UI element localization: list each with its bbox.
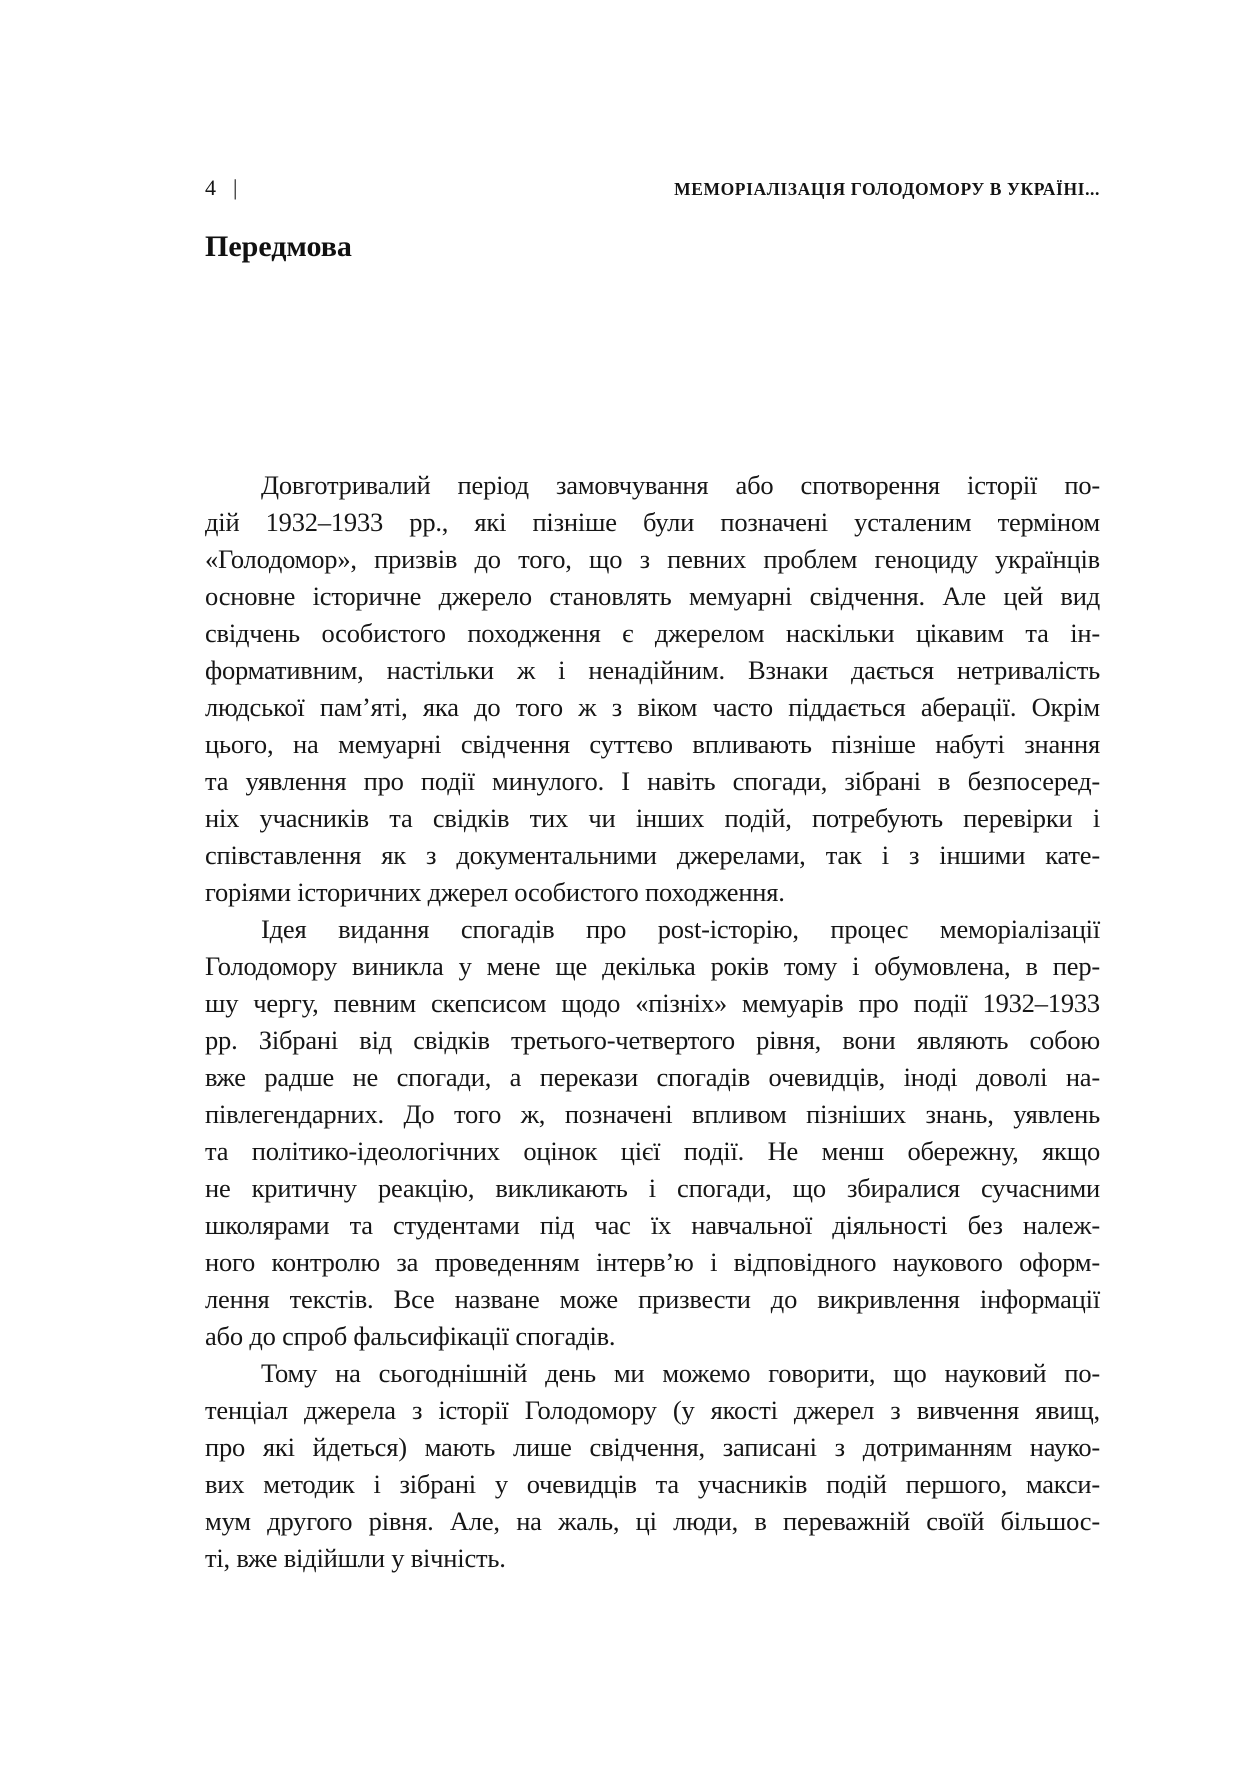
text-line: Тому на сьогоднішній день ми можемо говорити, що науковий по-	[261, 1358, 1100, 1388]
page-number-separator: |	[233, 175, 238, 200]
text-line: шу чергу, певним скепсисом щодо «пізніх» мемуарів про події 1932–1933	[205, 988, 1100, 1018]
text-line: Голодомору виникла у мене ще декілька років тому і обумовлена, в пер-	[205, 951, 1100, 981]
page-header	[205, 0, 1100, 203]
text-line: лення текстів. Все назване може призвести до викривлення інформації	[205, 1284, 1100, 1314]
text-line: ніх учасників та свідків тих чи інших подій, потребують перевірки і	[205, 803, 1100, 833]
text-line: тенціал джерела з історії Голодомору (у якості джерел з вивчення явищ,	[205, 1395, 1100, 1425]
body-text	[205, 467, 1100, 1577]
page-number-group	[205, 176, 237, 203]
text-line: «Голодомор», призвів до того, що з певних проблем геноциду українців	[205, 544, 1100, 574]
text-line: основне історичне джерело становлять мемуарні свідчення. Але цей вид	[205, 581, 1100, 611]
text-line: або до спроб фальсифікації спогадів.	[205, 1321, 616, 1351]
running-title: МЕМОРІАЛІЗАЦІЯ ГОЛОДОМОРУ В УКРАЇНІ...	[674, 179, 1100, 199]
text-line: горіями історичних джерел особистого походження.	[205, 877, 785, 907]
text-line: ті, вже відійшли у вічність.	[205, 1543, 506, 1573]
section-heading: Передмова	[205, 230, 352, 263]
paragraph-1	[205, 467, 1100, 911]
text-line: формативним, настільки ж і ненадійним. Взнаки дається нетривалість	[205, 655, 1100, 685]
text-line: мум другого рівня. Але, на жаль, ці люди, в переважній своїй більшос-	[205, 1506, 1100, 1536]
text-block	[205, 0, 1100, 1577]
page-number: 4	[205, 175, 216, 200]
text-line: цього, на мемуарні свідчення суттєво впливають пізніше набуті знання	[205, 729, 1100, 759]
text-line: ного контролю за проведенням інтерв’ю і відповідного наукового оформ-	[205, 1247, 1100, 1277]
text-line: та уявлення про події минулого. І навіть спогади, зібрані в безпосеред-	[205, 766, 1100, 796]
text-line: рр. Зібрані від свідків третього-четвертого рівня, вони являють собою	[205, 1025, 1100, 1055]
text-line: вих методик і зібрані у очевидців та учасників подій першого, макси-	[205, 1469, 1100, 1499]
text-line: не критичну реакцію, викликають і спогади, що збиралися сучасними	[205, 1173, 1100, 1203]
text-line: півлегендарних. До того ж, позначені впливом пізніших знань, уявлень	[205, 1099, 1100, 1129]
text-line: дій 1932–1933 рр., які пізніше були позначені усталеним терміном	[205, 507, 1100, 537]
paragraph-3	[205, 1355, 1100, 1577]
text-line: свідчень особистого походження є джерелом наскільки цікавим та ін-	[205, 618, 1100, 648]
text-line: Довготривалий період замовчування або спотворення історії по-	[261, 470, 1100, 500]
text-line: Ідея видання спогадів про post-історію, процес меморіалізації	[261, 914, 1100, 944]
text-line: про які йдеться) мають лише свідчення, записані з дотриманням науко-	[205, 1432, 1100, 1462]
text-line: співставлення як з документальними джерелами, так і з іншими кате-	[205, 840, 1100, 870]
text-line: школярами та студентами під час їх навчальної діяльності без належ-	[205, 1210, 1100, 1240]
text-line: вже радше не спогади, а перекази спогадів очевидців, іноді доволі на-	[205, 1062, 1100, 1092]
text-line: та політико-ідеологічних оцінок цієї події. Не менш обережну, якщо	[205, 1136, 1100, 1166]
paragraph-2	[205, 911, 1100, 1355]
text-line: людської пам’яті, яка до того ж з віком часто піддається аберації. Окрім	[205, 692, 1100, 722]
